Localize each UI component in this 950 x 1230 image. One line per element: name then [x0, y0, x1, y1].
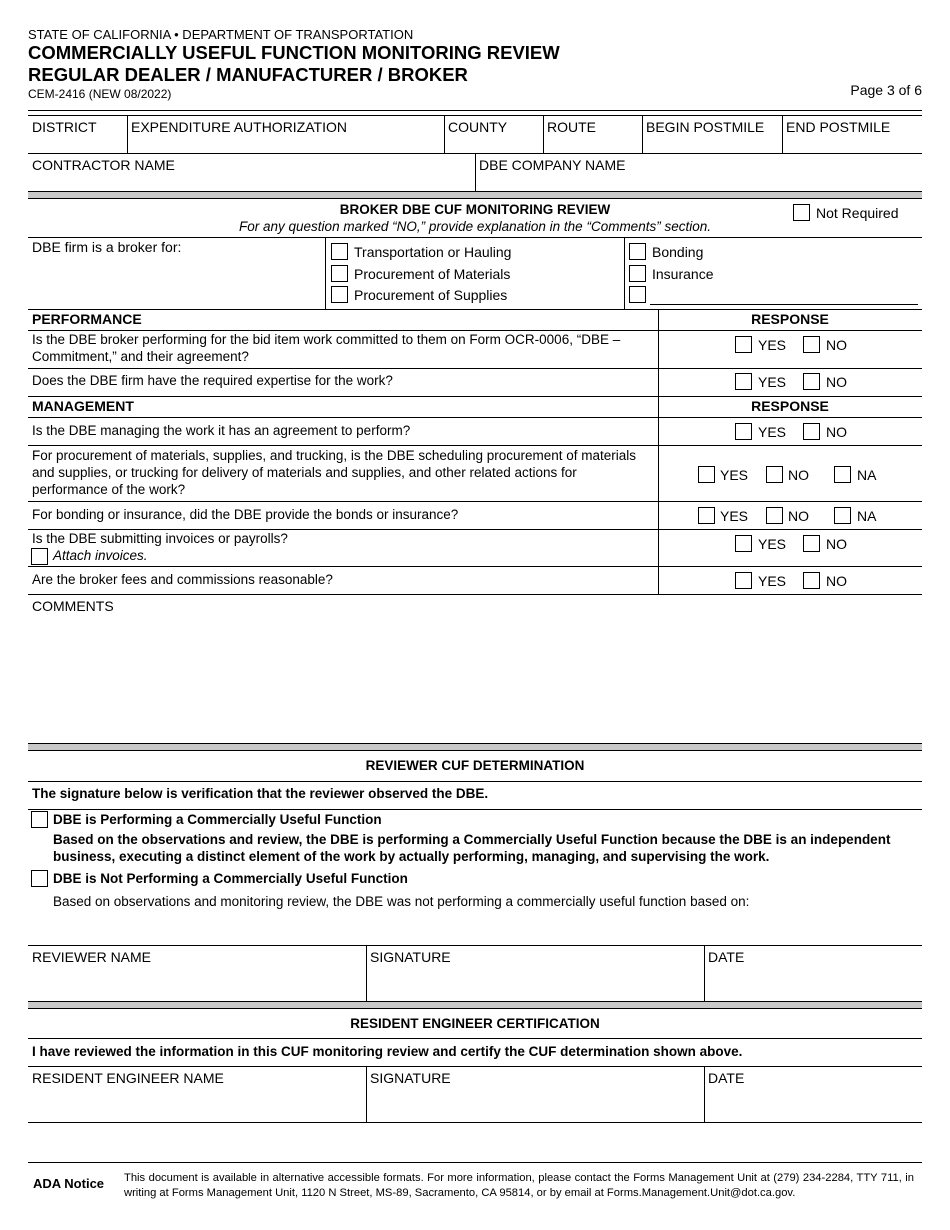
comments-field[interactable]	[28, 616, 922, 742]
resident-engineer-name-field[interactable]: RESIDENT ENGINEER NAME	[32, 1070, 224, 1086]
transportation-checkbox[interactable]	[331, 243, 348, 260]
mgmt-q1-yes-checkbox[interactable]	[735, 423, 752, 440]
resident-engineer-signature-field[interactable]: SIGNATURE	[370, 1070, 451, 1086]
broker-for-label: DBE firm is a broker for:	[32, 239, 182, 255]
management-question-1: Is the DBE managing the work it has an agreement to perform?	[32, 423, 411, 438]
mgmt-q2-yes-label: YES	[720, 467, 749, 483]
end-postmile-field[interactable]: END POSTMILE	[786, 119, 891, 135]
attach-invoices-checkbox[interactable]	[31, 548, 48, 565]
not-performing-cuf-checkbox[interactable]	[31, 870, 48, 887]
district-field[interactable]: DISTRICT	[32, 119, 97, 135]
mgmt-q1-yes-label: YES	[758, 424, 787, 440]
management-question-4: Is the DBE submitting invoices or payrolls?	[32, 531, 288, 546]
performance-question-2: Does the DBE firm have the required expertise for the work?	[32, 373, 393, 388]
not-performing-cuf-text: Based on observations and monitoring review, the DBE was not performing a commercially useful function based on:	[53, 894, 750, 909]
perf-q1-no-checkbox[interactable]	[803, 336, 820, 353]
broker-instruction: For any question marked “NO,” provide explanation in the “Comments” section.	[239, 219, 711, 234]
reviewer-date-field[interactable]: DATE	[708, 949, 745, 965]
agency-name: STATE OF CALIFORNIA • DEPARTMENT OF TRANSPORTATION	[28, 27, 414, 42]
broker-section-title: BROKER DBE CUF MONITORING REVIEW	[339, 202, 611, 217]
procurement-supplies-checkbox[interactable]	[331, 286, 348, 303]
mgmt-q3-yes-label: YES	[720, 508, 749, 524]
resident-engineer-statement: I have reviewed the information in this CUF monitoring review and certify the CUF determination shown above.	[32, 1044, 743, 1059]
expenditure-authorization-field[interactable]: EXPENDITURE AUTHORIZATION	[131, 119, 347, 135]
performing-cuf-label: DBE is Performing a Commercially Useful Function	[53, 812, 382, 827]
performing-cuf-checkbox[interactable]	[31, 811, 48, 828]
ada-notice-text: This document is available in alternative accessible formats. For more information, please contact the Forms Management Unit at (279) 234-2284, TTY 711, in writing at Forms Management Unit, 1120 N Street, MS-89, Sacramento, CA 95814, or by email at Forms.Management.Unit@dot.ca.gov.	[124, 1172, 914, 1199]
mgmt-q5-yes-label: YES	[758, 573, 787, 589]
county-field[interactable]: COUNTY	[448, 119, 508, 135]
comments-label: COMMENTS	[32, 598, 114, 614]
route-field[interactable]: ROUTE	[547, 119, 596, 135]
mgmt-q3-na-checkbox[interactable]	[834, 507, 851, 524]
resident-engineer-date-field[interactable]: DATE	[708, 1070, 745, 1086]
insurance-label: Insurance	[652, 266, 714, 282]
management-question-2: For procurement of materials, supplies, and trucking, is the DBE scheduling procurement of materials and supplies, or trucking for delivery of materials and supplies, and other related actions for performance of the work?	[32, 448, 637, 497]
mgmt-q4-yes-checkbox[interactable]	[735, 535, 752, 552]
mgmt-q3-na-label: NA	[857, 508, 877, 524]
mgmt-q5-no-checkbox[interactable]	[803, 572, 820, 589]
mgmt-q4-no-checkbox[interactable]	[803, 535, 820, 552]
not-required-checkbox[interactable]	[793, 204, 810, 221]
bonding-checkbox[interactable]	[629, 243, 646, 260]
procurement-materials-label: Procurement of Materials	[354, 266, 511, 282]
perf-q1-yes-checkbox[interactable]	[735, 336, 752, 353]
mgmt-q2-no-label: NO	[788, 467, 809, 483]
perf-q1-yes-label: YES	[758, 337, 787, 353]
other-checkbox[interactable]	[629, 286, 646, 303]
not-performing-cuf-label: DBE is Not Performing a Commercially Useful Function	[53, 871, 408, 886]
mgmt-q2-na-label: NA	[857, 467, 877, 483]
mgmt-q3-no-label: NO	[788, 508, 809, 524]
transportation-label: Transportation or Hauling	[354, 244, 512, 260]
insurance-checkbox[interactable]	[629, 265, 646, 282]
attach-invoices-label: Attach invoices.	[53, 548, 148, 563]
begin-postmile-field[interactable]: BEGIN POSTMILE	[646, 119, 765, 135]
mgmt-q2-na-checkbox[interactable]	[834, 466, 851, 483]
perf-q1-no-label: NO	[826, 337, 847, 353]
page-number: Page 3 of 6	[850, 82, 922, 98]
mgmt-q2-yes-checkbox[interactable]	[698, 466, 715, 483]
management-question-5: Are the broker fees and commissions reasonable?	[32, 572, 333, 587]
perf-q2-no-label: NO	[826, 374, 847, 390]
performance-question-1: Is the DBE broker performing for the bid item work committed to them on Form OCR-0006, “DBE – Commitment,” and their agreement?	[32, 332, 621, 364]
mgmt-q1-no-checkbox[interactable]	[803, 423, 820, 440]
performance-heading: PERFORMANCE	[32, 311, 142, 327]
perf-q2-yes-label: YES	[758, 374, 787, 390]
mgmt-q3-no-checkbox[interactable]	[766, 507, 783, 524]
procurement-materials-checkbox[interactable]	[331, 265, 348, 282]
mgmt-q2-no-checkbox[interactable]	[766, 466, 783, 483]
contractor-name-field[interactable]: CONTRACTOR NAME	[32, 157, 175, 173]
resident-engineer-section-title: RESIDENT ENGINEER CERTIFICATION	[350, 1016, 600, 1031]
reviewer-signature-field[interactable]: SIGNATURE	[370, 949, 451, 965]
reviewer-verification: The signature below is verification that the reviewer observed the DBE.	[32, 786, 489, 801]
form-number: CEM-2416 (NEW 08/2022)	[28, 87, 172, 101]
bonding-label: Bonding	[652, 244, 704, 260]
perf-q2-no-checkbox[interactable]	[803, 373, 820, 390]
perf-q2-yes-checkbox[interactable]	[735, 373, 752, 390]
mgmt-q5-yes-checkbox[interactable]	[735, 572, 752, 589]
reviewer-section-title: REVIEWER CUF DETERMINATION	[365, 758, 585, 773]
dbe-company-name-field[interactable]: DBE COMPANY NAME	[479, 157, 626, 173]
reviewer-name-field[interactable]: REVIEWER NAME	[32, 949, 152, 965]
management-question-3: For bonding or insurance, did the DBE provide the bonds or insurance?	[32, 507, 459, 522]
mgmt-q4-no-label: NO	[826, 536, 847, 552]
procurement-supplies-label: Procurement of Supplies	[354, 287, 508, 303]
mgmt-q1-no-label: NO	[826, 424, 847, 440]
other-text-field[interactable]	[650, 304, 918, 305]
performance-response-heading: RESPONSE	[751, 311, 829, 327]
mgmt-q3-yes-checkbox[interactable]	[698, 507, 715, 524]
not-required-label: Not Required	[816, 205, 899, 221]
mgmt-q4-yes-label: YES	[758, 536, 787, 552]
mgmt-q5-no-label: NO	[826, 573, 847, 589]
management-response-heading: RESPONSE	[751, 398, 829, 414]
form-title: COMMERCIALLY USEFUL FUNCTION MONITORING REVIEW	[28, 42, 560, 63]
ada-notice-label: ADA Notice	[33, 1176, 105, 1191]
performing-cuf-text: Based on the observations and review, the DBE is performing a Commercially Useful Function because the DBE is an independent business, executing a distinct element of the work by actually performing, managing, and supervising the work.	[53, 832, 891, 864]
form-subtitle: REGULAR DEALER / MANUFACTURER / BROKER	[28, 64, 468, 85]
management-heading: MANAGEMENT	[32, 398, 134, 414]
